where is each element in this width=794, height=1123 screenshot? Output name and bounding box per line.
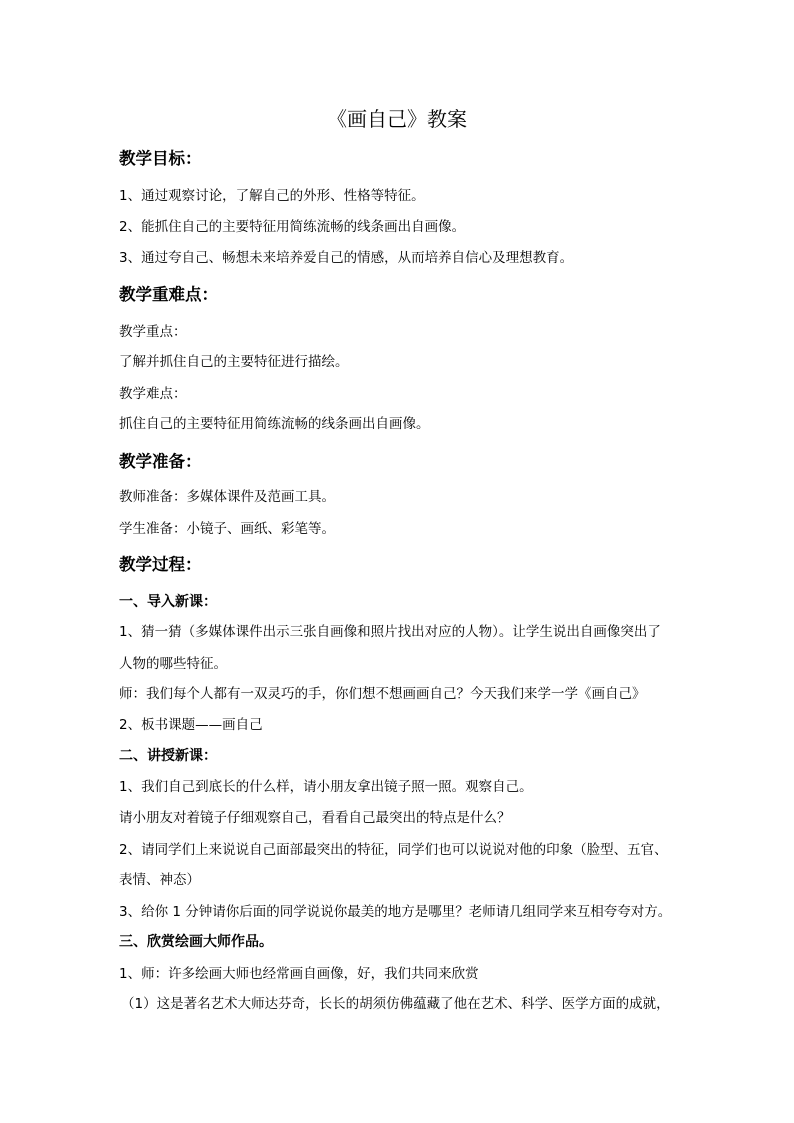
key-points-heading: 教学重难点： [119,285,218,304]
part1-line: 2、板书课题——画自己 [119,717,263,733]
part2-line: 请小朋友对着镜子仔细观察自己，看看自己最突出的特点是什么？ [119,810,511,826]
document-title: 《画自己》教案 [327,107,467,131]
part2-line: 3、给你 1 分钟请你后面的同学说说你最美的地方是哪里？老师请几组同学来互相夸夸对方。 [119,904,672,920]
part1-line: 人物的哪些特征。 [119,656,227,672]
preparation-heading: 教学准备： [119,452,202,471]
part2-line: 表情、神态） [119,872,200,888]
part2-line: 2、请同学们上来说说自己面部最突出的特征，同学们也可以说说对他的印象（脸型、五官、 [119,842,668,858]
process-heading: 教学过程： [119,555,202,574]
objectives-heading: 教学目标： [119,149,202,168]
teacher-preparation: 教师准备：多媒体课件及范画工具。 [119,489,335,505]
objective-item: 3、通过夸自己、畅想未来培养爱自己的情感，从而培养自信心及理想教育。 [119,250,574,266]
focus-label: 教学重点： [119,324,187,340]
student-preparation: 学生准备：小镜子、画纸、彩笔等。 [119,521,335,537]
focus-text: 了解并抓住自己的主要特征进行描绘。 [119,354,349,370]
part1-line: 师：我们每个人都有一双灵巧的手，你们想不想画画自己？今天我们来学一学《画自己》 [119,686,646,702]
objective-item: 2、能抓住自己的主要特征用简练流畅的线条画出自画像。 [119,219,466,235]
part3-line: （1）这是著名艺术大师达芬奇，长长的胡须仿佛蕴藏了他在艺术、科学、医学方面的成就， [121,996,670,1012]
part1-title: 一、导入新课： [119,594,217,610]
difficulty-text: 抓住自己的主要特征用简练流畅的线条画出自画像。 [119,416,430,432]
part1-line: 1、猜一猜（多媒体课件出示三张自画像和照片找出对应的人物）。让学生说出自画像突出了 [119,624,661,640]
part3-title: 三、欣赏绘画大师作品。 [119,934,273,950]
part3-line: 1、师：许多绘画大师也经常画自画像，好，我们共同来欣赏 [119,966,479,982]
difficulty-label: 教学难点： [119,386,187,402]
objective-item: 1、通过观察讨论，了解自己的外形、性格等特征。 [119,188,425,204]
part2-line: 1、我们自己到底长的什么样，请小朋友拿出镜子照一照。观察自己。 [119,779,533,795]
part2-title: 二、讲授新课： [119,748,217,764]
